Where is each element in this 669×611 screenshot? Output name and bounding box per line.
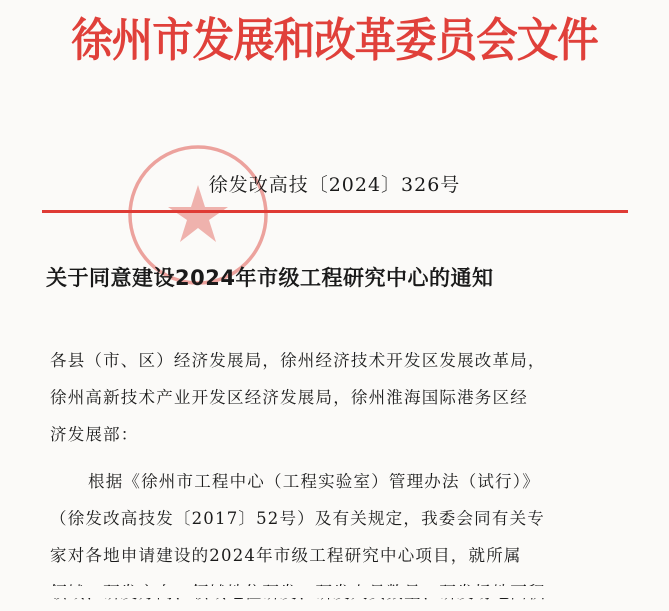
body-line: （徐发改高技发〔2017〕52号）及有关规定，我委会同有关专 <box>50 509 545 528</box>
page-crop-edge <box>0 586 669 598</box>
red-divider <box>42 210 628 213</box>
document-title: 关于同意建设2024年市级工程研究中心的通知 <box>46 266 494 290</box>
issuer-letterhead: 徐州市发展和改革委员会文件 <box>71 13 598 67</box>
addressee-line: 济发展部： <box>50 425 139 444</box>
body-line: 根据《徐州市工程中心（工程实验室）管理办法（试行）》 <box>88 472 540 491</box>
addressee-line: 徐州高新技术产业开发区经济发展局，徐州淮海国际港务区经 <box>50 388 528 407</box>
body-line: 家对各地申请建设的2024年市级工程研究中心项目，就所属 <box>50 546 522 565</box>
addressee-block <box>50 342 630 453</box>
document-number: 徐发改高技〔2024〕326号 <box>208 174 461 196</box>
addressee-line: 各县（市、区）经济发展局，徐州经济技术开发区发展改革局， <box>50 351 546 370</box>
